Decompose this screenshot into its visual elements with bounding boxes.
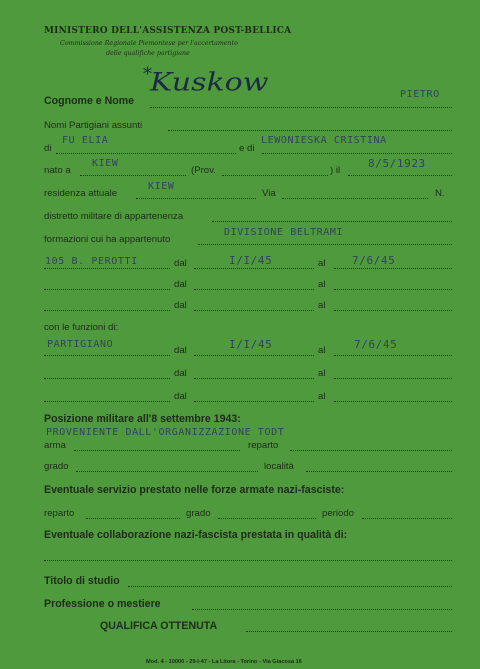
fn-from-label-2: dal: [174, 368, 187, 379]
mother-line: [262, 153, 452, 154]
surname-handwritten: Kuskow: [150, 67, 269, 98]
fn-to-label-3: al: [318, 391, 326, 402]
born-at-label: nato a: [44, 165, 71, 176]
district-label: distretto militare di appartenenza: [44, 211, 184, 222]
role-line-2: [44, 378, 170, 379]
from-label-1: dal: [174, 258, 187, 269]
function-to-value: 7/6/45: [354, 338, 398, 351]
commission-line: Commissione Regionale Piemontese per l'accertamento: [60, 40, 238, 47]
military-position-label: Posizione militare all'8 settembre 1943:: [44, 413, 241, 425]
reparto-label: reparto: [248, 440, 279, 451]
mother-value: LEWONIESKA CRISTINA: [261, 135, 387, 146]
grado-line: [76, 471, 258, 472]
mother-label: e di: [239, 143, 255, 154]
birth-date-label: ) il: [330, 165, 341, 176]
localita-line: [306, 471, 452, 472]
via-label: Via: [262, 188, 276, 199]
birthplace-value: KIEW: [92, 158, 119, 169]
prov-label: (Prov.: [191, 165, 216, 176]
surname-line: [150, 107, 452, 108]
fn-from-line-1: [194, 355, 314, 356]
to-label-2: al: [318, 279, 326, 290]
function-role-value: PARTIGIANO: [47, 339, 114, 350]
arma-label: arma: [44, 440, 66, 451]
to-line-3: [334, 310, 452, 311]
formation-value: DIVISIONE BELTRAMI: [224, 227, 344, 238]
birthplace-line: [80, 175, 186, 176]
to-line-2: [334, 289, 452, 290]
surname-name-label: Cognome e Nome: [44, 95, 135, 107]
from-label-2: dal: [174, 279, 187, 290]
to-line-1: [334, 268, 452, 269]
periodo-label: periodo: [322, 508, 355, 519]
svc-grado-label: grado: [186, 508, 211, 519]
study-label: Titolo di studio: [44, 575, 120, 587]
fn-to-label-2: al: [318, 368, 326, 379]
functions-label: con le funzioni di:: [44, 322, 119, 333]
birth-date-line: [348, 175, 452, 176]
fn-to-line-2: [334, 378, 452, 379]
collab-line: [44, 560, 452, 561]
fn-from-label-3: dal: [174, 391, 187, 402]
formations-label: formazioni cui ha appartenuto: [44, 234, 171, 245]
printer-imprint: Mod. 4 - 10000 - 29-I-47 - La Litora - Torino - Via Giacosa 16: [146, 659, 302, 665]
fn-from-line-2: [194, 378, 314, 379]
role-line-1: [44, 355, 170, 356]
unit-line-1: [44, 268, 170, 269]
function-from-value: I/I/45: [229, 338, 273, 351]
unit-line-2: [44, 289, 170, 290]
partisan-names-line: [168, 130, 452, 131]
residence-line: [136, 198, 256, 199]
svc-grado-line: [218, 518, 316, 519]
formation-from-value: I/I/45: [229, 254, 273, 267]
study-line: [128, 586, 452, 587]
formation-unit-value: 105 B. PEROTTI: [45, 256, 138, 267]
residence-label: residenza attuale: [44, 188, 118, 199]
fn-to-line-3: [334, 401, 452, 402]
service-title-label: Eventuale servizio prestato nelle forze armate nazi-fasciste:: [44, 484, 345, 496]
military-note-value: PROVENIENTE DALL'ORGANIZZAZIONE TODT: [46, 427, 285, 438]
to-label-3: al: [318, 300, 326, 311]
qualification-line: delle qualifiche partigiane: [106, 50, 190, 57]
fn-to-label-1: al: [318, 345, 326, 356]
district-line: [212, 221, 452, 222]
fn-from-line-3: [194, 401, 314, 402]
to-label-1: al: [318, 258, 326, 269]
qualification-obtained-label: QUALIFICA OTTENUTA: [100, 620, 218, 632]
residence-value: KIEW: [148, 181, 175, 192]
svc-reparto-label: reparto: [44, 508, 75, 519]
asterisk-mark: *: [143, 64, 152, 85]
from-line-2: [194, 289, 314, 290]
profession-label: Professione o mestiere: [44, 598, 161, 610]
from-line-3: [194, 310, 314, 311]
grado-label: grado: [44, 461, 69, 472]
via-line: [282, 198, 428, 199]
collab-title-label: Eventuale collaborazione nazi-fascista prestata in qualità di:: [44, 529, 348, 541]
formation-to-value: 7/6/45: [352, 254, 396, 267]
birth-date-value: 8/5/1923: [368, 157, 426, 170]
role-line-3: [44, 401, 170, 402]
prov-line: [222, 175, 328, 176]
formations-line: [198, 244, 452, 245]
ministry-header: MINISTERO DELL'ASSISTENZA POST-BELLICA: [44, 26, 292, 36]
fn-from-label-1: dal: [174, 345, 187, 356]
first-name-value: PIETRO: [400, 89, 440, 100]
from-line-1: [194, 268, 314, 269]
father-label: di: [44, 143, 52, 154]
partisan-names-label: Nomi Partigiani assunti: [44, 120, 143, 131]
profession-line: [192, 609, 452, 610]
from-label-3: dal: [174, 300, 187, 311]
number-label: N.: [435, 188, 445, 199]
qualification-line: [246, 631, 452, 632]
father-value: FU ELIA: [62, 135, 109, 146]
reparto-line: [290, 450, 452, 451]
periodo-line: [362, 518, 452, 519]
father-line: [56, 153, 236, 154]
svc-reparto-line: [86, 518, 180, 519]
arma-line: [74, 450, 240, 451]
localita-label: località: [264, 461, 294, 472]
unit-line-3: [44, 310, 170, 311]
fn-to-line-1: [334, 355, 452, 356]
